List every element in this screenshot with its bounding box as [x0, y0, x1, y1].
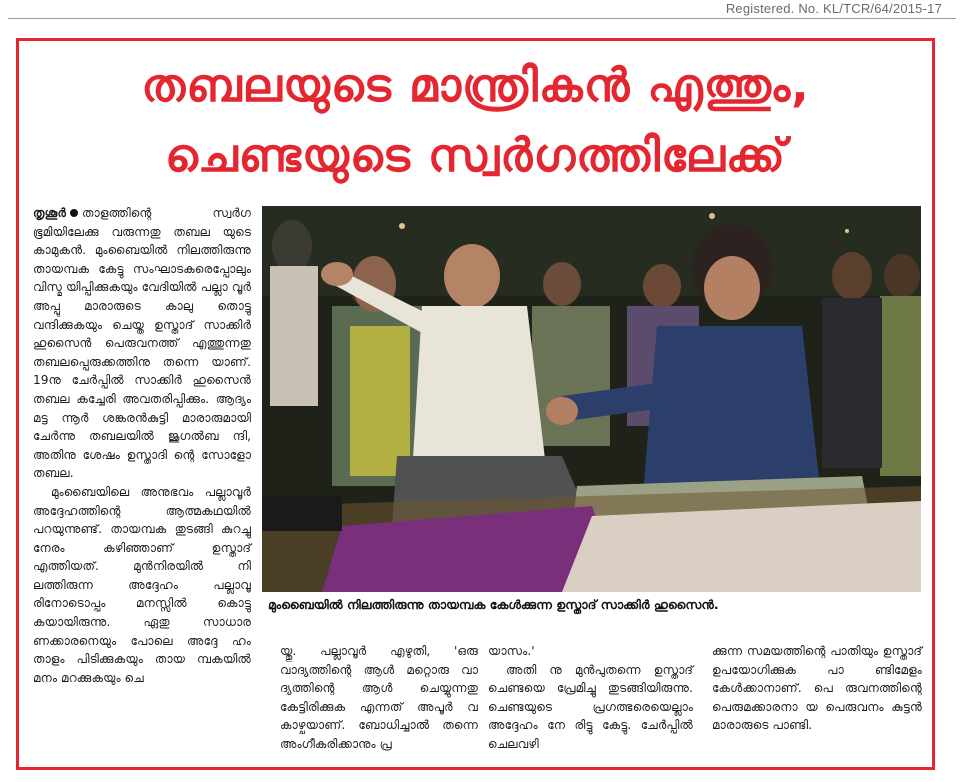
paragraph-1-text: താളത്തിന്റെ സ്വർഗ ഭൂമിയിലേക്കു വരുന്നതു തബല യുടെ കാമുകൻ. മുംബൈയിൽ നിലത്തിരുന്നു തായമ്പക കേട്ടു സംഘാടകരെപ്പോലും വിസ്മ യിപ്പിക്കുകയും വേദിയിൽ പല്ലാ വൂർ അപ്പു മാരാരുടെ കാലു തൊട്ടു വന്ദിക്കുകയും ചെയ്ത ഉസ്താദ് സാക്കിർ ഹുസൈൻ പെരുവനത്ത് എത്തുന്നതു തബലപ്പെരുക്കത്തിനു തന്നെ യാണ്. 19നു ചേർപ്പിൽ സാക്കിർ ഹുസൈൻ തബല കച്ചേരി അവതരിപ്പിക്കും. ആദ്യം മട്ട ന്നൂർ ശങ്കരൻകുട്ടി മാരാരുമായി ചേർന്നു തബലയിൽ ജുഗൽബ ന്ദി, അതിനു ശേഷം ഉസ്താദി ന്റെ സോളോ തബല. [33, 206, 251, 481]
photo-caption: മുംബൈയിൽ നിലത്തിരുന്നു തായമ്പക കേൾക്കുന്ന ഉസ്താദ് സാക്കിർ ഹുസൈൻ. [268, 597, 719, 612]
dateline: തൃശൂർ [33, 206, 67, 220]
column-3-paragraph-1: യാസം.' [488, 644, 535, 658]
registration-number: Registered. No. KL/TCR/64/2015-17 [725, 1, 942, 16]
article-column-4: ക്കുന്ന സമയത്തിന്റെ പാതിയും ഉസ്താദ് ഉപയോഗിക്കുക പാ ണ്ടിമേളം കേൾക്കാനാണ്. പെ രുവനത്തിന്റെ പെരുമക്കാരനാ യ പെരുവനം കുട്ടൻ മാരാരുടെ പാണ്ടി. [712, 644, 922, 733]
article-column-2: യ്തു. പല്ലാവൂർ എഴുതി, 'ഒരു വാദ്യത്തിന്റെ ആൾ മറ്റൊരു വാ ദ്യത്തിന്റെ ആൾ ചെയ്യുന്നതു കേട്ടിരിക്കുക എന്നത് അപൂർ വ കാഴ്ചയാണ്. ബോധിച്ചാൽ തന്നെ അംഗീകരിക്കാനും പ്ര [280, 644, 478, 751]
bullet-icon [70, 209, 78, 217]
photo-illustration [262, 206, 921, 592]
top-rule [8, 18, 956, 19]
article-column-1 [33, 204, 251, 687]
column-3-paragraph-2: അതി നു മുൻപുതന്നെ ഉസ്താദ് ചെണ്ടയെ പ്രേമിച്ചു തുടങ്ങിയിരുന്നു. ചെണ്ടയുടെ പ്രഗത്ഭരെയെല്ലാം അദ്ദേഹം നേ രിട്ടു കേട്ടു. ചേർപ്പിൽ ചെലവഴി [488, 662, 693, 751]
article-paragraph-1 [33, 204, 251, 483]
article-column-3 [488, 642, 693, 754]
news-photo [262, 206, 921, 592]
article-paragraph-2: മുംബൈയിലെ അനുഭവം പല്ലാവൂർ അദ്ദേഹത്തിന്റെ ആത്മകഥയിൽ പറയുന്നുണ്ട്. തായമ്പക തുടങ്ങി കുറച്ചു നേരം കഴിഞ്ഞാണ് ഉസ്താദ് എത്തിയത്. മുൻനിരയിൽ നി ലത്തിരുന്ന അദ്ദേഹം പല്ലാവൂ രിനോടൊപ്പം മനസ്സിൽ കൊട്ടു കയായിരുന്നു. ഏതു സാധാര ണക്കാരനെയും പോലെ അദ്ദേ ഹം താളം പിടിക്കുകയും തായ മ്പകയിൽ മനം മറക്കുകയും ചെ [33, 484, 251, 685]
headline-line-1: തബലയുടെ മാന്ത്രികൻ എത്തും, [141, 58, 810, 112]
headline-line-2: ചെണ്ടയുടെ സ്വർഗത്തിലേക്ക് [164, 128, 786, 182]
